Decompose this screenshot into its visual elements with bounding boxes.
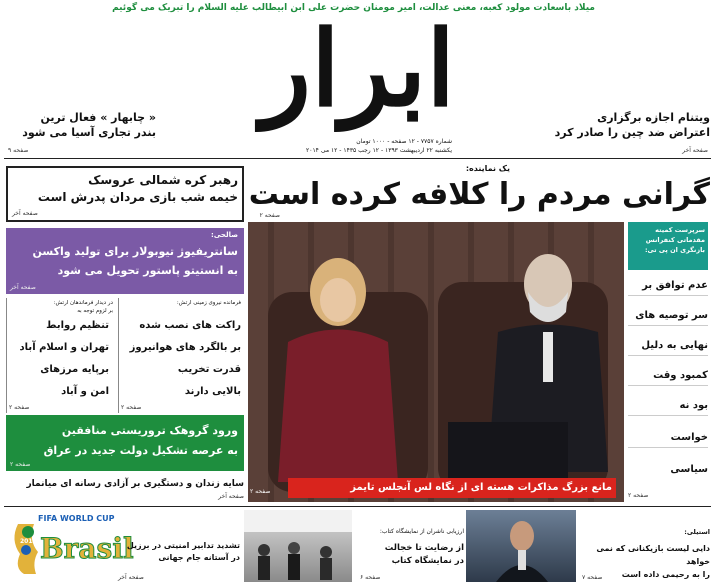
side-line-7: سیاسی bbox=[670, 464, 708, 475]
border-item-4: امن و آباد bbox=[61, 386, 109, 397]
terror-box bbox=[6, 415, 244, 471]
right-teaser-page: صفحه آخر bbox=[682, 147, 708, 154]
army-page: صفحه ۲ bbox=[121, 404, 142, 411]
issue-line-2: یکشنبه ۲۲ اردیبهشت ۱۳۹۳ - ۱۲ رجب ۱۴۳۵ - ۱۲ می ۲۰۱۴ bbox=[306, 147, 452, 154]
side-kicker: سرپرست کمیته مقدماتی کنفرانس بازنگری ان پی تی: bbox=[628, 222, 708, 270]
book-fair-illustration bbox=[244, 510, 352, 582]
side-page: صفحه ۲ bbox=[628, 492, 649, 499]
army-item-3: قدرت تخریب bbox=[177, 364, 241, 375]
terror-title: ورود گروهک تروریستی منافقین به عرصه تشکیل دولت جدید در عراق bbox=[43, 424, 238, 457]
side-line-3: نهایی به دلیل bbox=[628, 340, 708, 356]
top-banner: میلاد باسعادت مولود کعبه، معنی عدالت، امیر مومنان حضرت علی ابن ابیطالب علیه السلام را تبریک می گوئیم bbox=[112, 3, 595, 13]
left-teaser: « چابهار » فعال ترین بندر تجاری آسیا می شود bbox=[22, 111, 156, 139]
vaccine-title: سانتریفیوژ تیوبولار برای تولید واکسن به انستیتو پاستور تحویل می شود bbox=[32, 245, 238, 277]
border-item-3: برپایه مرزهای bbox=[40, 364, 109, 375]
border-kicker: در دیدار فرماندهان ارتش: bbox=[53, 300, 113, 306]
coach-illustration bbox=[466, 510, 576, 582]
side-line-5: بود نه bbox=[628, 400, 708, 416]
border-item-2: تهران و اسلام آباد bbox=[19, 342, 109, 353]
worldcup-text-1: FIFA WORLD CUP bbox=[38, 514, 115, 523]
masthead-logo: ابرار bbox=[260, 7, 456, 130]
army-item-2: بر بالگرد های هوانیروز bbox=[129, 342, 241, 353]
left-teaser-page: صفحه ۹ bbox=[8, 147, 29, 154]
coach-photo bbox=[466, 510, 576, 582]
side-line-6: خواست bbox=[628, 432, 708, 448]
coach-page: صفحه ۷ bbox=[582, 574, 603, 581]
side-line-4: کمبود وقت bbox=[628, 370, 708, 386]
army-kicker: فرمانده نیروی زمینی ارتش: bbox=[176, 300, 241, 306]
north-korea-page: صفحه آخر bbox=[12, 210, 38, 217]
issue-line-1: شماره ۷۷۵۷ - ۱۲ صفحه - ۱۰۰۰ تومان bbox=[356, 138, 452, 145]
army-box bbox=[118, 298, 244, 413]
border-box bbox=[6, 298, 114, 413]
left-person-body bbox=[278, 330, 398, 483]
army-item-1: راکت های نصب شده bbox=[139, 320, 241, 331]
vaccine-page: صفحه آخر bbox=[10, 284, 36, 291]
north-korea-title: رهبر کره شمالی عروسک خیمه شب بازی مردان پدرش است bbox=[37, 173, 238, 204]
book-fair-photo bbox=[244, 510, 352, 582]
coach-kicker: استیلی: bbox=[684, 528, 710, 536]
photo-caption: مانع بزرگ مذاکرات هسته ای از نگاه لس آنجلس تایمز bbox=[288, 478, 616, 498]
book-kicker: ارزیابی ناشران از نمایشگاه کتاب: bbox=[379, 528, 464, 535]
headline-kicker: یک نماینده: bbox=[465, 164, 510, 173]
border-page: صفحه ۲ bbox=[9, 404, 30, 411]
side-line-2: سر توصیه های bbox=[628, 310, 708, 326]
worldcup-title: تشدید تدابیر امنیتی در برزیل در آستانه جام جهانی bbox=[126, 541, 240, 562]
headline-page: صفحه ۲ bbox=[259, 212, 280, 219]
border-item-1: تنظیم روابط bbox=[46, 320, 109, 331]
media-line: سایه زندان و دستگیری بر آزادی رسانه ای میانمار bbox=[26, 479, 244, 489]
north-korea-box bbox=[6, 166, 244, 222]
masthead-rule bbox=[4, 158, 711, 159]
bottom-rule bbox=[4, 506, 711, 507]
book-title: از رضایت تا خجالت در نمایشگاه کتاب bbox=[384, 543, 464, 566]
headline-title: گرانی مردم را کلافه کرده است bbox=[248, 177, 710, 212]
worldcup-page: صفحه آخر bbox=[118, 574, 144, 581]
main-photo bbox=[248, 222, 624, 502]
terror-page: صفحه ۲ bbox=[10, 461, 31, 468]
border-subkicker: بر لزوم توجه به bbox=[77, 308, 113, 314]
media-page: صفحه آخر bbox=[218, 493, 244, 500]
book-page: صفحه ۶ bbox=[360, 574, 381, 581]
vaccine-kicker: صالحی: bbox=[211, 231, 238, 239]
side-column bbox=[628, 222, 710, 502]
worldcup-text-2: Brasil bbox=[40, 532, 134, 565]
worldcup-year: 2014 bbox=[20, 538, 37, 545]
coach-title: دایی لیست بازیکنانی که نمی خواهد را به رحیمی داده است bbox=[596, 544, 710, 579]
right-teaser: ویتنام اجازه برگزاری اعتراض ضد چین را صادر کرد bbox=[554, 111, 710, 139]
main-photo-illustration bbox=[248, 222, 624, 502]
photo-caption-page: صفحه ۲ bbox=[250, 488, 271, 495]
army-item-4: بالایی دارند bbox=[184, 386, 241, 397]
side-line-1: عدم توافق بر bbox=[628, 280, 708, 296]
vaccine-box bbox=[6, 228, 244, 294]
